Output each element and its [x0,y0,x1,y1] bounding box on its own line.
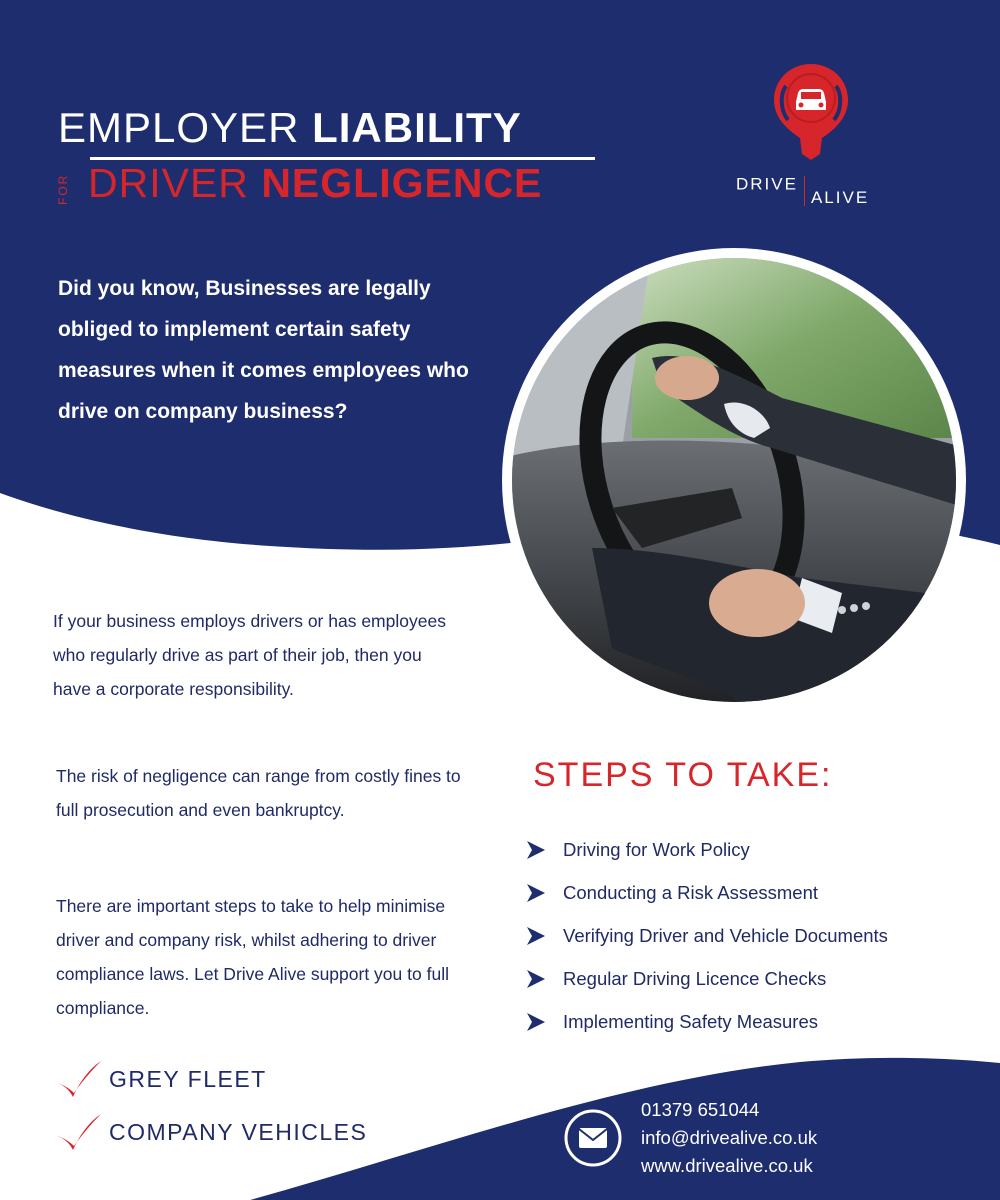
brand-name: DRIVEALIVE [736,174,870,208]
arrow-right-icon [525,882,547,904]
arrow-right-icon [525,925,547,947]
arrow-right-icon [525,839,547,861]
paragraph-important-steps: There are important steps to take to help minimise driver and company risk, whilst adhering to driver compliance laws. Let Drive Alive support you to full compliance. [56,896,449,1018]
email-link[interactable]: info@drivealive.co.uk [641,1127,818,1148]
svg-text:FOR: FOR [56,173,70,205]
website-link[interactable]: www.drivealive.co.uk [641,1155,813,1176]
step-item: Regular Driving Licence Checks [525,957,985,1000]
title-for-label [56,163,70,207]
contact-details [641,1096,817,1180]
steps-list [525,828,985,1043]
paragraph-risk: The risk of negligence can range from costly fines to full prosecution and even bankruptcy. [56,766,461,820]
step-item: Implementing Safety Measures [525,1000,985,1043]
arrow-right-icon [525,968,547,990]
paragraph-corporate-responsibility: If your business employs drivers or has employees who regularly drive as part of their job, then you have a corporate responsibility. [53,611,446,699]
checklist [55,1053,367,1159]
checkmark-icon [55,1112,103,1154]
title-line-2: DRIVER NEGLIGENCE [88,160,543,206]
intro-question: Did you know, Businesses are legally obliged to implement certain safety measures when it comes employees who drive on company business? [58,277,469,423]
driver-steering-wheel-photo [502,248,966,712]
mail-icon [563,1108,623,1168]
step-item: Conducting a Risk Assessment [525,871,985,914]
steps-heading: STEPS TO TAKE: [533,756,833,794]
checklist-item: COMPANY VEHICLES [55,1106,367,1159]
step-item: Verifying Driver and Vehicle Documents [525,914,985,957]
arrow-right-icon [525,1011,547,1033]
checkmark-icon [55,1059,103,1101]
checklist-item: GREY FLEET [55,1053,367,1106]
title-line-1: EMPLOYER LIABILITY [58,104,522,151]
phone-link[interactable]: 01379 651044 [641,1099,760,1120]
car-location-pin-icon [766,60,856,160]
step-item: Driving for Work Policy [525,828,985,871]
